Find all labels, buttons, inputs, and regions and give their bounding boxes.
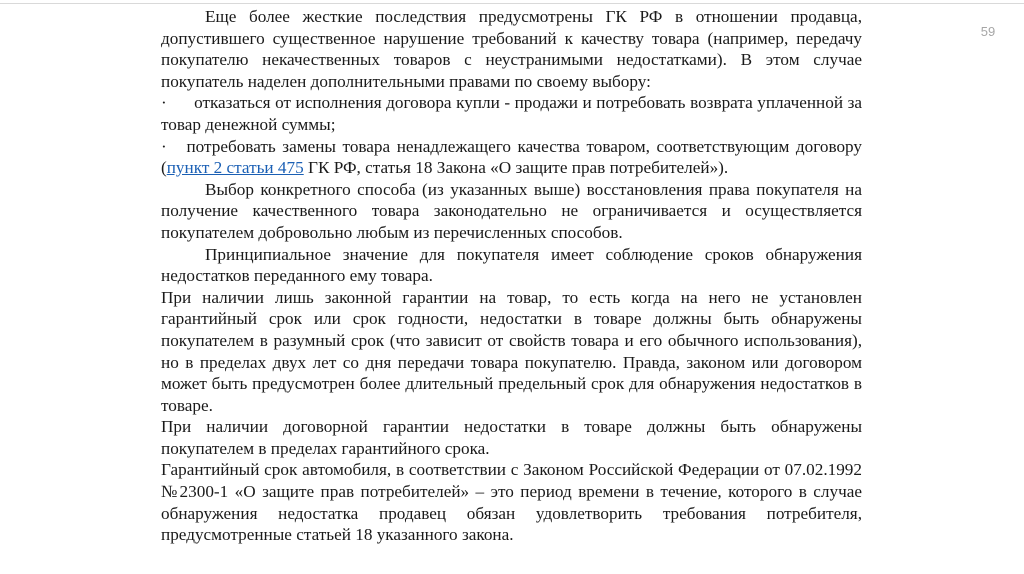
slide-number: 59 [980, 24, 996, 39]
slide-body [161, 6, 862, 546]
paragraph-intro: Еще более жесткие последствия предусмотрены ГК РФ в отношении продавца, допустившего существенное нарушение требований к качеству товара (например, передачу покупателю некачественных товаров с неустранимыми недостатками). В этом случае покупатель наделен дополнительными правами по своему выбору: [161, 7, 862, 91]
paragraph-contract-warranty: При наличии договорной гарантии недостатки в товаре должны быть обнаружены покупателем в пределах гарантийного срока. [161, 417, 862, 458]
paragraph-car-warranty: Гарантийный срок автомобиля, в соответствии с Законом Российской Федерации от 07.02.1992 №2300-1 «О защите прав потребителей» – это период времени в течение, которого в случае обнаружения недостатка продавец обязан удовлетворить требования потребителя, предусмотренные статьей 18 указанного закона. [161, 460, 862, 545]
bullet-item-refund [161, 92, 862, 135]
bullet-marker: · [161, 136, 167, 156]
top-divider [0, 3, 1024, 4]
law-article-link[interactable]: пункт 2 статьи 475 [166, 158, 304, 178]
bullet-marker: · [161, 93, 167, 113]
paragraph-choice: Выбор конкретного способа (из указанных выше) восстановления права покупателя на получение качественного товара законодательно не ограничивается и осуществляется покупателем добровольно любым из перечисленных способов. [161, 179, 862, 242]
bullet-text: отказаться от исполнения договора купли - продажи и потребовать возврата уплаченной за товар денежной суммы; [161, 93, 863, 134]
paragraph-deadlines: Принципиальное значение для покупателя имеет соблюдение сроков обнаружения недостатков переданного ему товара. [161, 244, 862, 286]
bullet-text-tail: ГК РФ, статья 18 Закона «О защите прав потребителей»). [303, 158, 729, 178]
bullet-item-replacement [161, 136, 862, 179]
bullet-text: потребовать замены товара ненадлежащего качества товаром, соответствующим договору ( [161, 136, 862, 178]
paragraph-legal-warranty: При наличии лишь законной гарантии на товар, то есть когда на него не установлен гарантийный срок или срок годности, недостатки в товаре должны быть обнаружены покупателем в разумный срок (что зависит от свойств товара и его обычного использования), но в пределах двух лет со дня передачи товара покупателю. Правда, законом или договором может быть предусмотрен более длительный предельный срок для обнаружения недостатков в товаре. [161, 287, 862, 415]
